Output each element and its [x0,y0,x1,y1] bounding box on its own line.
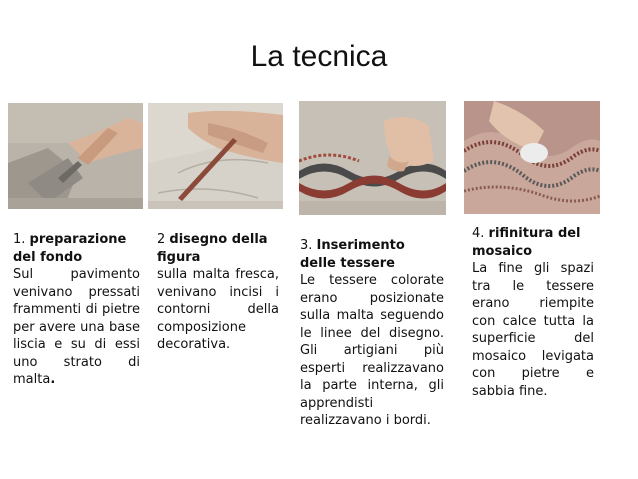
step-4-number: 4. [472,226,485,241]
step-4-text [472,225,594,400]
step-1-body [13,266,140,389]
step-1-text [13,231,140,389]
step-4-body: La fine gli spazi tra le tessere erano riempite con calce tutta la superficie del mosaico levigata con pietre e sabbia fine. [472,261,594,399]
step-3-text [300,237,444,430]
step-3-title: Inserimento delle tessere [300,238,405,271]
step-2-text [157,231,279,354]
step-2-heading [157,231,279,266]
step-2-number: 2 [157,232,166,247]
slide-title: La tecnica [250,40,388,73]
step-2-title: disegno della figura [157,232,268,265]
step-3-body: Le tessere colorate erano posizionate sulla malta seguendo le linee del disegno. Gli artigiani più esperti realizzavano la parte interna, gli apprendisti realizzavano i bordi. [300,273,444,428]
step-3-number: 3. [300,238,313,253]
step-4-title: rifinitura del mosaico [472,226,581,259]
step-1-heading [13,231,140,266]
step-2-body: sulla malta fresca, venivano incisi i contorni della composizione decorativa. [157,267,279,352]
photo-drawing-design [148,103,283,209]
step-1-period: . [50,372,56,387]
step-3-heading [300,237,444,272]
step-1-number: 1. [13,232,26,247]
photo-finishing-mosaic [464,101,600,214]
step-1-title: preparazione del fondo [13,232,127,265]
step-1-body-text: Sul pavimento venivano pressati frammenti di pietre per avere una base liscia e su di essi uno strato di malta [13,267,140,387]
step-4-heading [472,225,594,260]
photo-placing-tesserae [299,101,446,215]
photo-trowel-spreading-mortar [8,103,143,209]
